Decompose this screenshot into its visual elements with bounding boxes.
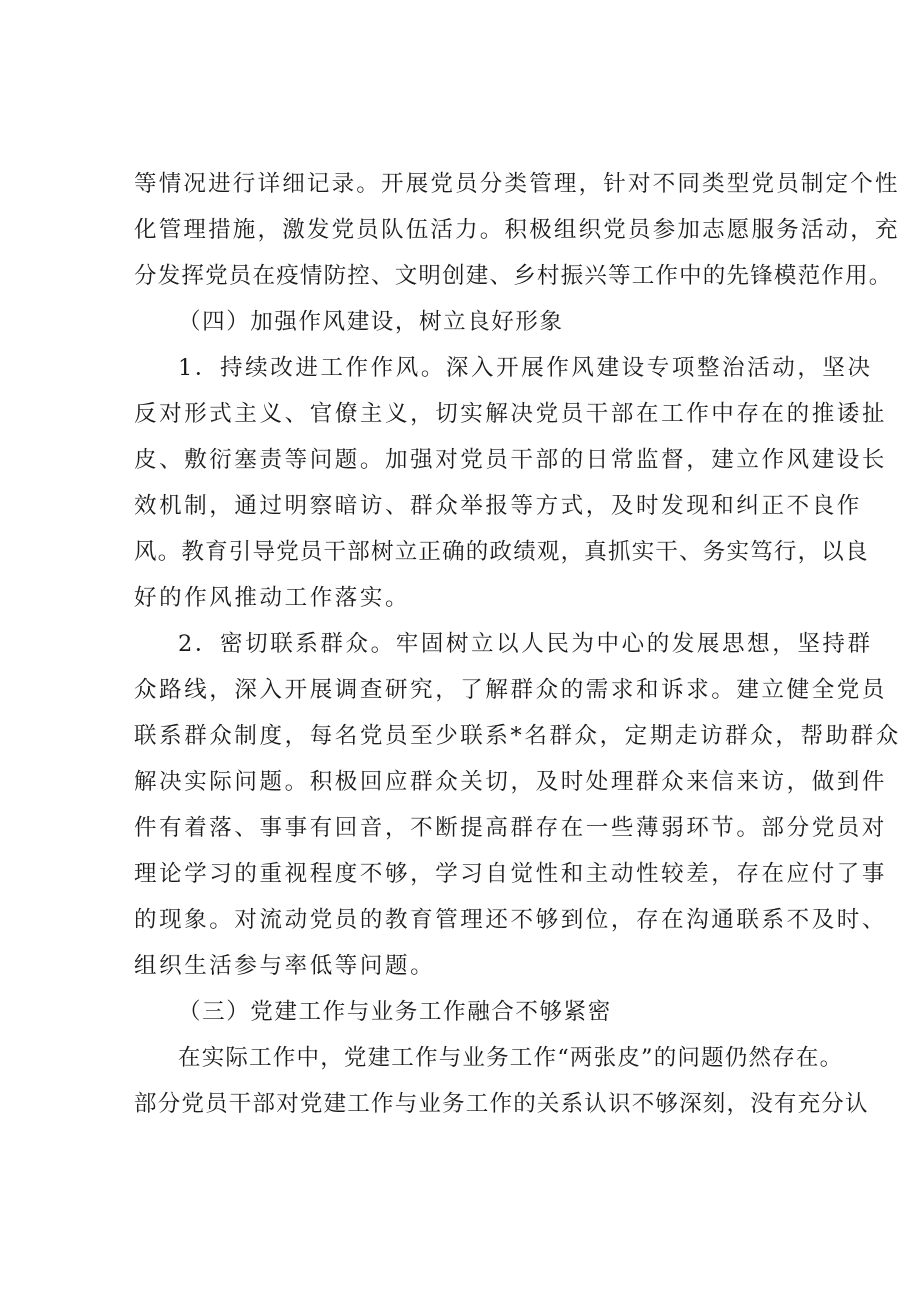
body-line: 组织生活参与率低等问题。 <box>134 953 436 979</box>
body-line: 反对形式主义、官僚主义，切实解决党员干部在工作中存在的推诿扯 <box>134 401 888 427</box>
body-line: 皮、敷衍塞责等问题。加强对党员干部的日常监督，建立作风建设长 <box>134 447 888 473</box>
body-line: 件有着落、事事有回音，不断提高群存在一些薄弱环节。部分党员对 <box>134 815 888 841</box>
body-line: 的现象。对流动党员的教育管理还不够到位，存在沟通联系不及时、 <box>134 907 888 933</box>
item-title-line: 1．持续改进工作作风。深入开展作风建设专项整治活动，坚决 <box>178 355 873 381</box>
section-heading: （三）党建工作与业务工作融合不够紧密 <box>178 999 612 1025</box>
body-line: 好的作风推动工作落实。 <box>134 585 411 611</box>
body-line: 在实际工作中，党建工作与业务工作“两张皮”的问题仍然存在。 <box>178 1045 844 1071</box>
body-line: 解决实际问题。积极回应群众关切，及时处理群众来信来访，做到件 <box>134 769 888 795</box>
body-line: 风。教育引导党员干部树立正确的政绩观，真抓实干、务实笃行，以良 <box>134 539 869 565</box>
body-line: 等情况进行详细记录。开展党员分类管理，针对不同类型党员制定个性 <box>134 171 900 197</box>
body-line: 效机制，通过明察暗访、群众举报等方式，及时发现和纠正不良作 <box>134 493 862 519</box>
body-line: 分发挥党员在疫情防控、文明创建、乡村振兴等工作中的先锋模范作用。 <box>134 263 893 289</box>
body-line: 联系群众制度，每名党员至少联系*名群众，定期走访群众，帮助群众 <box>134 723 901 749</box>
body-line: 众路线，深入开展调查研究，了解群众的需求和诉求。建立健全党员 <box>134 677 888 703</box>
section-heading: （四）加强作风建设，树立良好形象 <box>178 309 564 335</box>
body-line: 部分党员干部对党建工作与业务工作的关系认识不够深刻，没有充分认 <box>134 1091 869 1117</box>
item-title-line: 2．密切联系群众。牢固树立以人民为中心的发展思想，坚持群 <box>178 631 873 657</box>
body-line: 化管理措施，激发党员队伍活力。积极组织党员参加志愿服务活动，充 <box>134 217 900 243</box>
body-line: 理论学习的重视程度不够，学习自觉性和主动性较差，存在应付了事 <box>134 861 888 887</box>
